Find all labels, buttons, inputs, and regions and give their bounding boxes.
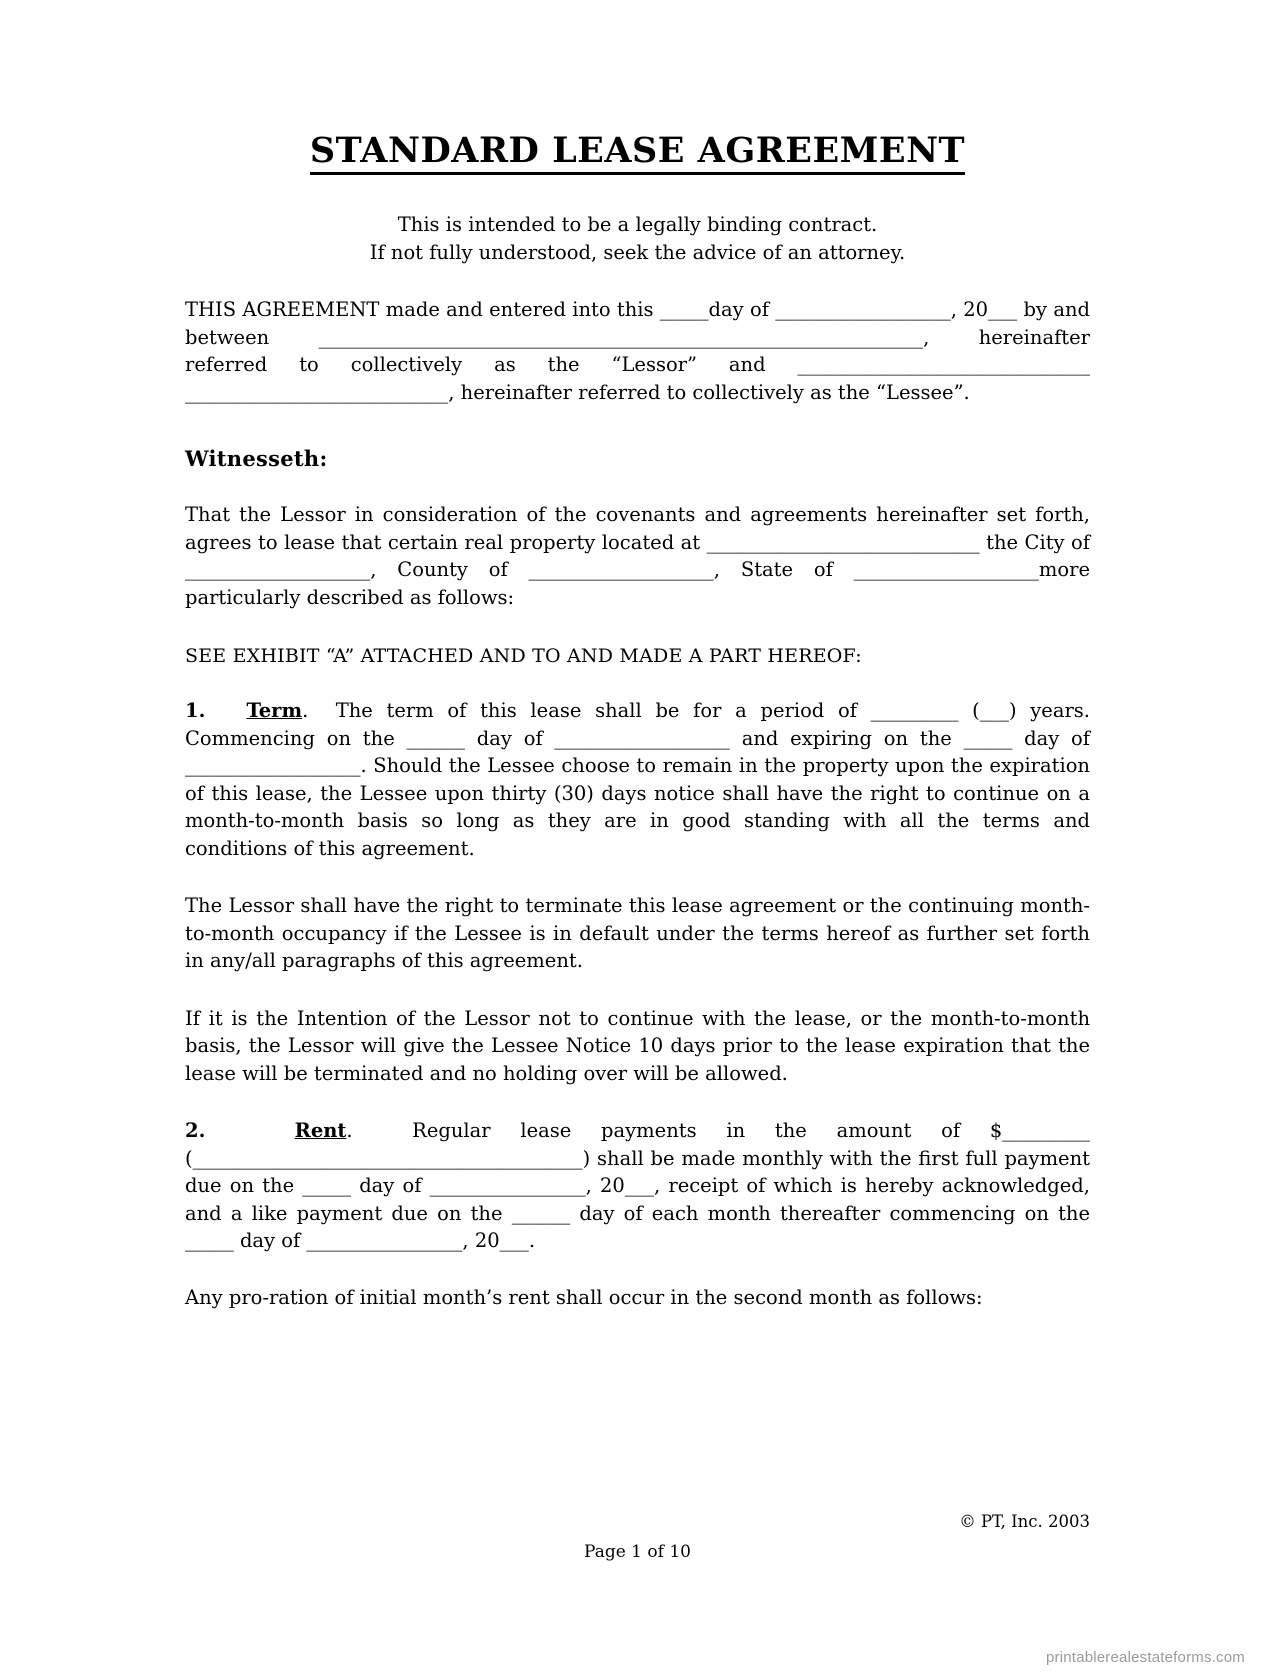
subtitle-line-1: This is intended to be a legally binding contract. [397,213,878,236]
exhibit-reference: SEE EXHIBIT “A” ATTACHED AND TO AND MADE A PART HEREOF: [185,645,862,668]
document-subtitle [185,211,1090,266]
section-1-title: Term [246,699,303,723]
section-1-paragraph [185,697,1090,862]
term-paragraph-3: If it is the Intention of the Lessor not to continue with the lease, or the month-to-month basis, the Lessor will give the Lessee Notice 10 days prior to the lease expiration that the lease will be terminated and no holding over will be allowed. [185,1006,1090,1085]
term-paragraph-2: The Lessor shall have the right to terminate this lease agreement or the continuing month-to-month occupancy if the Lessee is in default under the terms hereof as further set forth in any/all paragraphs of this agreement. [185,894,1090,973]
copyright-notice: © PT, Inc. 2003 [959,1512,1090,1531]
section-2-number: 2. [185,1119,206,1143]
subtitle-line-2: If not fully understood, seek the advice of an attorney. [369,240,906,264]
intro-paragraph: THIS AGREEMENT made and entered into this _____day of __________________, 20___ by and between ______________________________________________________________, hereinafter referred to collectively as the “Lessor” and ______________________________ ___________________________, hereinafter referred to collectively as the “Lessee”. [185,298,1090,404]
watermark: printablerealestateforms.com [1045,1649,1245,1666]
witnesseth-heading: Witnesseth: [185,446,328,472]
section-1-title-suffix: . [302,699,309,723]
proration-paragraph: Any pro-ration of initial month’s rent shall occur in the second month as follows: [185,1286,983,1310]
section-2-body: Regular lease payments in the amount of $_________ (________________________________________) shall be made monthly with the first full payment due on the _____ day of ________________, 20___, receipt of which is hereby acknowledged, and a like payment due on the ______ day of each month thereafter commencing on the _____ day of ________________, 20___. [185,1119,1091,1252]
section-2-title-suffix: . [346,1119,353,1143]
document-body [185,130,1090,1331]
section-2-title: Rent [294,1119,347,1143]
witnesseth-paragraph: That the Lessor in consideration of the covenants and agreements hereinafter set forth, agrees to lease that certain real property located at ____________________________ the City of ___________________, County of ___________________, State of ___________________more particularly described as follows: [185,503,1090,609]
page-number: Page 1 of 10 [584,1542,691,1562]
section-2-paragraph [185,1117,1090,1254]
section-1-number: 1. [185,699,206,723]
page-title [185,130,1090,173]
page-title-text: STANDARD LEASE AGREEMENT [310,130,965,175]
section-1-body: The term of this lease shall be for a period of _________ (___) years. Commencing on the ______ day of __________________ and expiring on the _____ day of __________________. Should the Lessee choose to remain in the property upon the expiration of this lease, the Lessee upon thirty (30) days notice shall have the right to continue on a month-to-month basis so long as they are in good standing with all the terms and conditions of this agreement. [185,699,1090,860]
